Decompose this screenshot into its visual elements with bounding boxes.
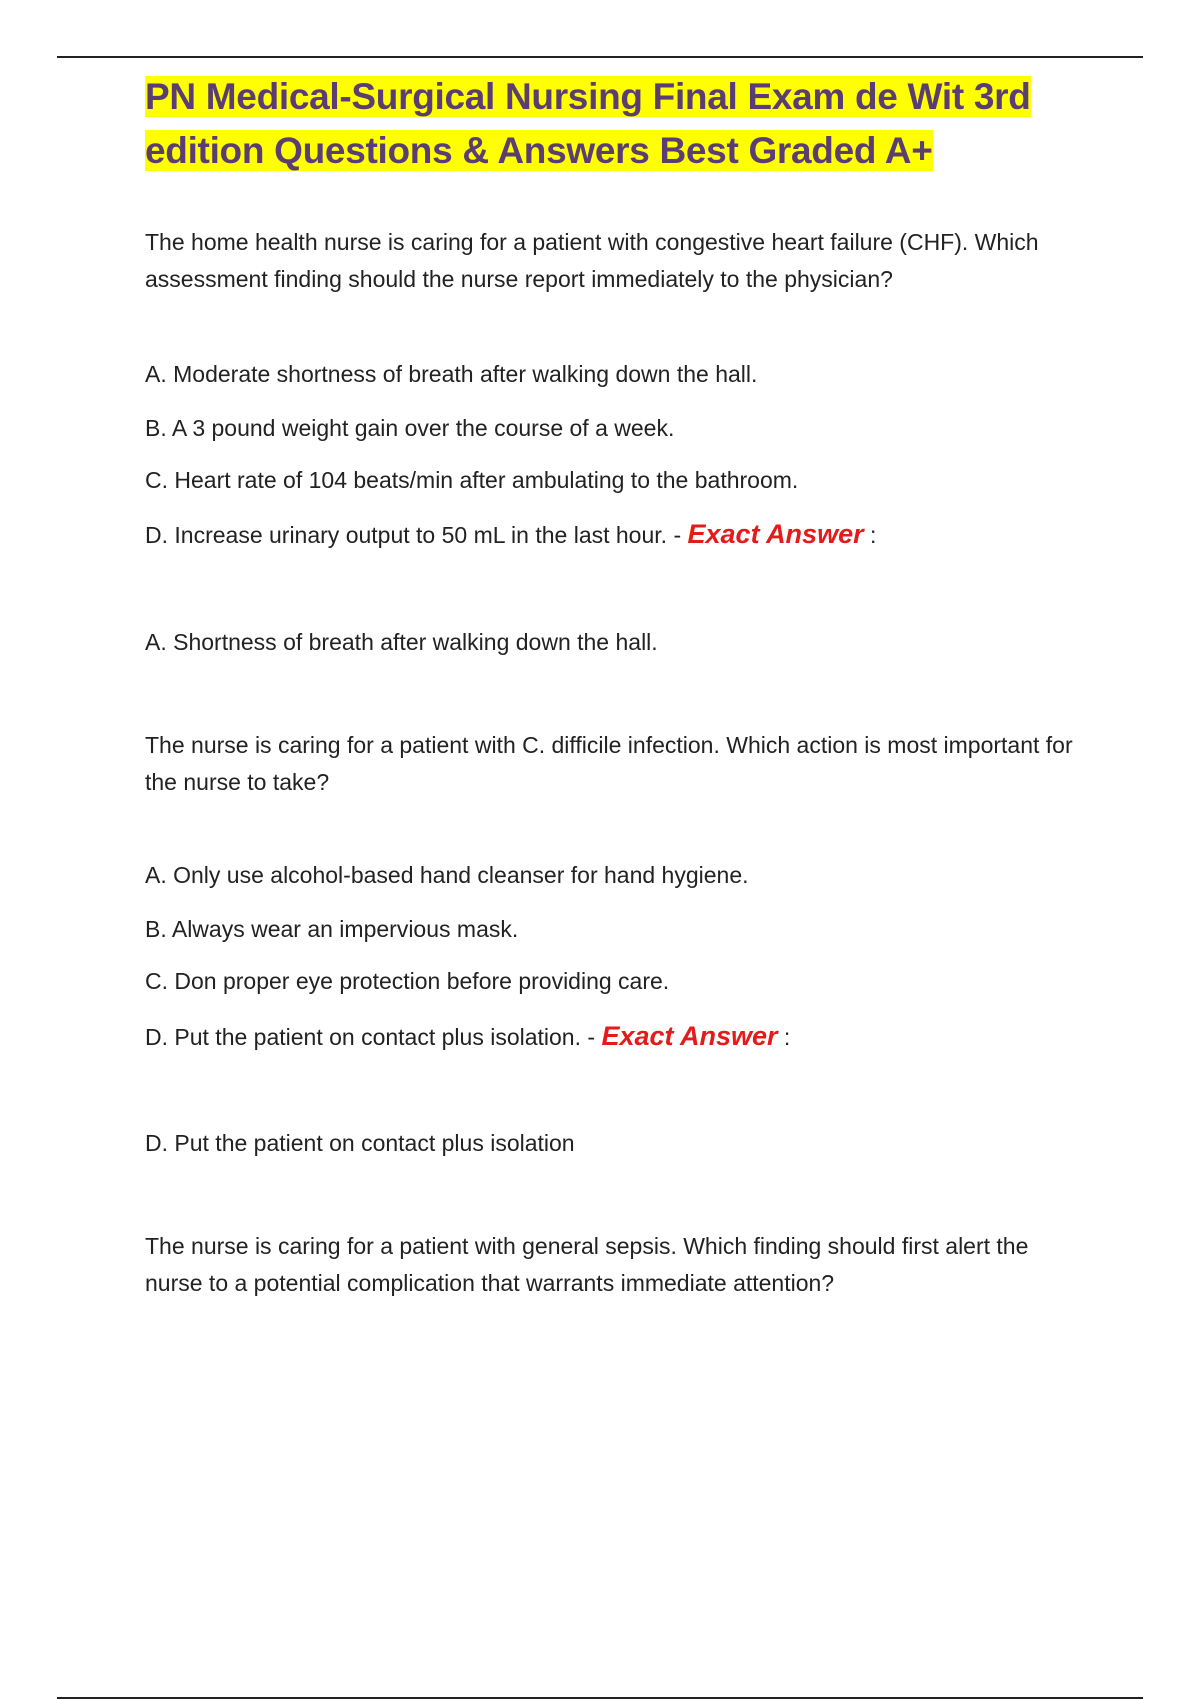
question-2-options: [145, 860, 1085, 1051]
exact-answer-label: Exact Answer: [687, 519, 864, 549]
question-1-option-b: B. A 3 pound weight gain over the course of a week.: [145, 415, 675, 441]
document-title: [145, 70, 1085, 178]
option-d-text: D. Increase urinary output to 50 mL in the last hour.: [145, 522, 668, 548]
question-2-option-d: [145, 1021, 1085, 1051]
question-1-text: The home health nurse is caring for a patient with congestive heart failure (CHF). Which assessment finding should the nurse report immediately to the physician?: [145, 229, 1039, 292]
question-2-option-c: C. Don proper eye protection before providing care.: [145, 968, 670, 994]
question-2-option-b: B. Always wear an impervious mask.: [145, 916, 519, 942]
answer-separator: -: [667, 522, 688, 548]
question-3-text: The nurse is caring for a patient with general sepsis. Which finding should first alert the nurse to a potential complication that warrants immediate attention?: [145, 1233, 1029, 1296]
top-rule: [57, 56, 1143, 58]
question-2-text: The nurse is caring for a patient with C. difficile infection. Which action is most important for the nurse to take?: [145, 732, 1073, 795]
question-2-option-a: A. Only use alcohol-based hand cleanser for hand hygiene.: [145, 862, 749, 888]
bottom-rule: [57, 1697, 1143, 1699]
question-1-option-c: C. Heart rate of 104 beats/min after ambulating to the bathroom.: [145, 467, 799, 493]
answer-separator: -: [581, 1024, 602, 1050]
title-highlight: PN Medical-Surgical Nursing Final Exam de Wit 3rd edition Questions & Answers Best Graded A+: [145, 76, 1031, 171]
question-1-option-d: [145, 519, 1085, 549]
option-d-text: D. Put the patient on contact plus isolation.: [145, 1024, 581, 1050]
question-2-answer: D. Put the patient on contact plus isolation: [145, 1130, 575, 1156]
question-1-option-a: A. Moderate shortness of breath after walking down the hall.: [145, 361, 758, 387]
question-1-answer: A. Shortness of breath after walking down the hall.: [145, 629, 658, 655]
exact-answer-label: Exact Answer: [601, 1021, 778, 1051]
answer-colon: :: [863, 522, 877, 548]
document-body: [145, 70, 1085, 1302]
question-1-options: [145, 359, 1085, 549]
answer-colon: :: [777, 1024, 791, 1050]
